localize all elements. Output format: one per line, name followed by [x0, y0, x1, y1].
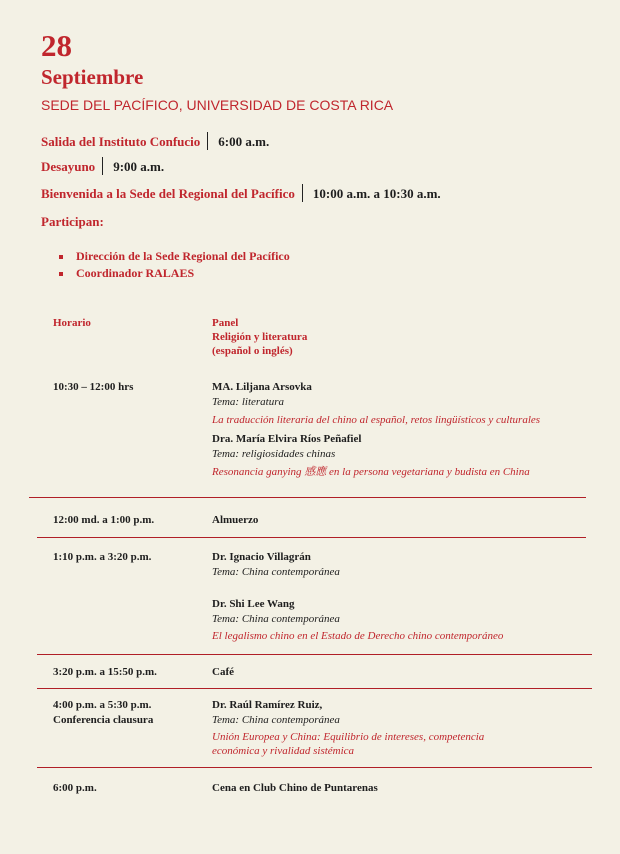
row-time: 4:00 p.m. a 5:30 p.m. [53, 699, 152, 711]
list-item: Coordinador RALAES [59, 265, 290, 282]
row-activity: Cena en Club Chino de Puntarenas [212, 782, 378, 794]
speaker-name: Dra. María Elvira Ríos Peñafiel [212, 433, 362, 445]
participants-list [59, 248, 290, 282]
row-divider [37, 537, 586, 538]
row-time-note: Conferencia clausura [53, 714, 154, 726]
talk-title: Resonancia ganying 感應 en la persona vegetariana y budista en China [212, 466, 530, 478]
list-item: Dirección de la Sede Regional del Pacífico [59, 248, 290, 265]
schedule-time: 6:00 a.m. [218, 133, 270, 149]
table-header-panel-language: (español o inglés) [212, 345, 293, 357]
table-header-time: Horario [53, 317, 91, 329]
bullet-icon [59, 255, 63, 259]
row-time: 1:10 p.m. a 3:20 p.m. [53, 551, 152, 563]
schedule-row-departure [41, 132, 269, 150]
speaker-topic: Tema: religiosidades chinas [212, 448, 336, 460]
divider [302, 184, 303, 202]
date-month: Septiembre [41, 65, 144, 89]
bullet-icon [59, 272, 63, 276]
talk-title: Unión Europea y China: Equilibrio de intereses, competencia [212, 731, 485, 743]
row-time: 3:20 p.m. a 15:50 p.m. [53, 666, 157, 678]
participants-title: Participan: [41, 214, 104, 229]
speaker-topic: Tema: literatura [212, 396, 285, 408]
schedule-label: Bienvenida a la Sede del Regional del Pacífico [41, 185, 295, 201]
schedule-time: 9:00 a.m. [113, 158, 165, 174]
table-header-panel-subtitle: Religión y literatura [212, 331, 308, 343]
talk-title: La traducción literaria del chino al español, retos lingüísticos y culturales [212, 414, 541, 426]
speaker-name: Dr. Shi Lee Wang [212, 598, 295, 610]
row-activity: Almuerzo [212, 514, 259, 526]
divider [207, 132, 208, 150]
schedule-label: Desayuno [41, 158, 96, 174]
date-day: 28 [41, 28, 72, 63]
row-divider [29, 497, 586, 498]
talk-title: El legalismo chino en el Estado de Derecho chino contemporáneo [212, 630, 504, 642]
row-time: 12:00 md. a 1:00 p.m. [53, 514, 155, 526]
row-divider [37, 654, 592, 655]
speaker-topic: Tema: China contemporánea [212, 714, 340, 726]
row-divider [37, 767, 592, 768]
row-time: 6:00 p.m. [53, 782, 97, 794]
speaker-topic: Tema: China contemporánea [212, 613, 340, 625]
schedule-row-welcome [41, 184, 441, 202]
talk-title-continued: económica y rivalidad sistémica [212, 745, 355, 757]
schedule-row-breakfast [41, 157, 164, 175]
row-time: 10:30 – 12:00 hrs [53, 381, 134, 393]
schedule-time: 10:00 a.m. a 10:30 a.m. [312, 185, 441, 201]
row-activity: Café [212, 666, 234, 678]
divider [102, 157, 103, 175]
speaker-name: Dr. Raúl Ramírez Ruiz, [212, 699, 323, 711]
schedule-label: Salida del Instituto Confucio [41, 133, 201, 149]
speaker-name: MA. Liljana Arsovka [212, 381, 312, 393]
speaker-name: Dr. Ignacio Villagrán [212, 551, 311, 563]
speaker-topic: Tema: China contemporánea [212, 566, 340, 578]
venue-title: SEDE DEL PACÍFICO, UNIVERSIDAD DE COSTA RICA [41, 97, 394, 113]
row-divider [37, 688, 592, 689]
table-header-panel: Panel [212, 317, 239, 329]
